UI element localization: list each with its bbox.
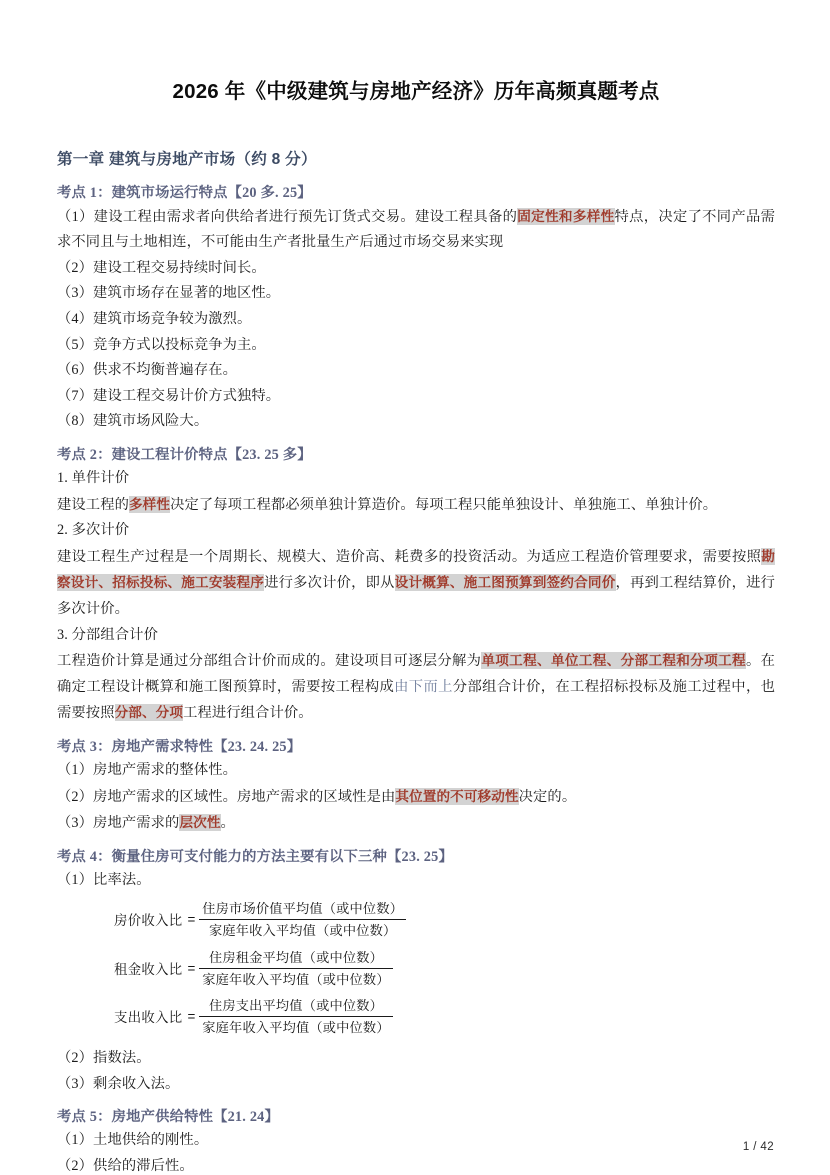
text-run: 。在确定工程设计概算和施工图预算时，需要按工程构成 bbox=[57, 653, 775, 695]
page-title: 2026 年《中级建筑与房地产经济》历年高频真题考点 bbox=[172, 80, 660, 103]
exam-point-heading: 考点 2：建设工程计价特点【23. 25 多】 bbox=[57, 447, 312, 464]
paragraph bbox=[57, 358, 775, 384]
text-run: （1）土地供给的刚性。 bbox=[57, 1132, 209, 1149]
formula-row bbox=[57, 899, 775, 940]
text-run: 决定的。 bbox=[518, 788, 577, 805]
text-run: （2）房地产需求的区域性。房地产需求的区域性是由 bbox=[57, 788, 396, 805]
page-footer: 1 / 42 bbox=[742, 1141, 774, 1153]
paragraph bbox=[57, 518, 775, 544]
text-run: 建设工程的 bbox=[57, 496, 129, 513]
sections-container bbox=[57, 173, 775, 1175]
text-run: 1. 单件计价 bbox=[57, 470, 130, 487]
text-run: （3）建筑市场存在显著的地区性。 bbox=[57, 285, 281, 302]
paragraph bbox=[57, 204, 775, 256]
text-run: （1）建设工程由需求者向供给者进行预先订货式交易。建设工程具备的 bbox=[57, 208, 518, 225]
fraction-denominator: 家庭年收入平均值（或中位数） bbox=[202, 971, 390, 987]
exam-point-heading: 考点 3：房地产需求特性【23. 24. 25】 bbox=[57, 738, 302, 755]
fraction bbox=[199, 948, 392, 989]
paragraph bbox=[57, 384, 775, 410]
formula-label: 支出收入比 bbox=[114, 1010, 183, 1026]
text-run: （8）建筑市场风险大。 bbox=[57, 413, 209, 430]
text-run: 2. 多次计价 bbox=[57, 522, 130, 539]
text-run: 特点，决定了不同产品需求不同且与土地相连，不可能由生产者批量生产后通过市场交易来实现 bbox=[57, 208, 775, 251]
highlighted-term: 勘察设计、招标投标、施工安装程序 bbox=[57, 548, 775, 591]
formula-block bbox=[57, 893, 775, 1046]
paragraph bbox=[57, 1154, 775, 1175]
emphasized-term: 由下而上 bbox=[394, 678, 453, 695]
text-run: （6）供求不均衡普遍存在。 bbox=[57, 362, 238, 379]
equals-sign: = bbox=[187, 960, 196, 976]
text-run: 。 bbox=[220, 815, 235, 832]
text-run: （2）指数法。 bbox=[57, 1050, 151, 1067]
text-run: 进行多次计价，即从 bbox=[264, 575, 395, 592]
fraction-numerator: 住房租金平均值（或中位数） bbox=[199, 948, 392, 969]
exam-point-heading: 考点 4：衡量住房可支付能力的方法主要有以下三种【23. 25】 bbox=[57, 848, 453, 865]
highlighted-term: 其位置的不可移动性 bbox=[395, 788, 519, 804]
formula-row bbox=[57, 996, 775, 1037]
paragraph bbox=[57, 281, 775, 307]
paragraph bbox=[57, 648, 775, 727]
paragraph bbox=[57, 409, 775, 435]
fraction-numerator: 住房市场价值平均值（或中位数） bbox=[199, 899, 406, 920]
formula-row bbox=[57, 948, 775, 989]
highlighted-term: 单项工程、单位工程、分部工程和分项工程 bbox=[481, 653, 746, 669]
formula-label: 房价收入比 bbox=[114, 913, 183, 929]
paragraph bbox=[57, 544, 775, 623]
highlighted-term: 层次性 bbox=[179, 815, 221, 831]
exam-point-heading: 考点 1：建筑市场运行特点【20 多. 25】 bbox=[57, 184, 312, 201]
exam-point-heading: 考点 5：房地产供给特性【21. 24】 bbox=[57, 1109, 280, 1126]
paragraph bbox=[57, 1046, 775, 1072]
paragraph bbox=[57, 1128, 775, 1154]
paragraph bbox=[57, 307, 775, 333]
fraction-denominator: 家庭年收入平均值（或中位数） bbox=[202, 1020, 390, 1036]
fraction bbox=[199, 899, 406, 940]
text-run: ，再到工程结算价，进行多次计价。 bbox=[57, 575, 776, 617]
text-run: 工程造价计算是通过分部组合计价而成的。建设项目可逐层分解为 bbox=[57, 653, 482, 670]
text-run: （4）建筑市场竞争较为激烈。 bbox=[57, 311, 252, 328]
paragraph bbox=[57, 333, 775, 359]
paragraph bbox=[57, 784, 775, 811]
equals-sign: = bbox=[187, 912, 196, 928]
text-run: 建设工程生产过程是一个周期长、规模大、造价高、耗费多的投资活动。为适应工程造价管理要求，需要按照 bbox=[57, 548, 762, 565]
paragraph bbox=[57, 492, 775, 519]
paragraph bbox=[57, 466, 775, 492]
paragraph bbox=[57, 256, 775, 282]
paragraph bbox=[57, 623, 775, 649]
text-run: （1）房地产需求的整体性。 bbox=[57, 761, 238, 778]
page-content bbox=[57, 0, 775, 1175]
text-run: 工程进行组合计价。 bbox=[183, 705, 313, 722]
highlighted-term: 多样性 bbox=[128, 496, 171, 512]
paragraph bbox=[57, 810, 775, 837]
equals-sign: = bbox=[187, 1009, 196, 1025]
highlighted-term: 固定性和多样性 bbox=[517, 208, 615, 224]
paragraph bbox=[57, 1072, 775, 1098]
text-run: （1）比率法。 bbox=[57, 871, 151, 888]
highlighted-term: 分部、分项 bbox=[114, 705, 184, 721]
highlighted-term: 设计概算、施工图预算到签约合同价 bbox=[394, 575, 616, 591]
text-run: 3. 分部组合计价 bbox=[57, 626, 158, 643]
fraction-denominator: 家庭年收入平均值（或中位数） bbox=[208, 923, 397, 939]
fraction bbox=[199, 996, 392, 1037]
formula-label: 租金收入比 bbox=[114, 961, 183, 977]
text-run: （7）建设工程交易计价方式独特。 bbox=[57, 387, 281, 404]
paragraph bbox=[57, 758, 775, 784]
text-run: （3）房地产需求的 bbox=[57, 815, 180, 832]
text-run: （5）竞争方式以投标竞争为主。 bbox=[57, 336, 266, 353]
text-run: 分部组合计价，在工程招标投标及施工过程中，也需要按照 bbox=[57, 678, 775, 722]
text-run: （2）供给的滞后性。 bbox=[57, 1157, 194, 1174]
chapter-heading: 第一章 建筑与房地产市场（约 8 分） bbox=[57, 150, 317, 168]
text-run: 决定了每项工程都必须单独计算造价。每项工程只能单独设计、单独施工、单独计价。 bbox=[170, 496, 718, 513]
paragraph bbox=[57, 868, 775, 894]
text-run: （3）剩余收入法。 bbox=[57, 1075, 180, 1092]
fraction-numerator: 住房支出平均值（或中位数） bbox=[199, 996, 392, 1017]
text-run: （2）建设工程交易持续时间长。 bbox=[57, 259, 266, 276]
